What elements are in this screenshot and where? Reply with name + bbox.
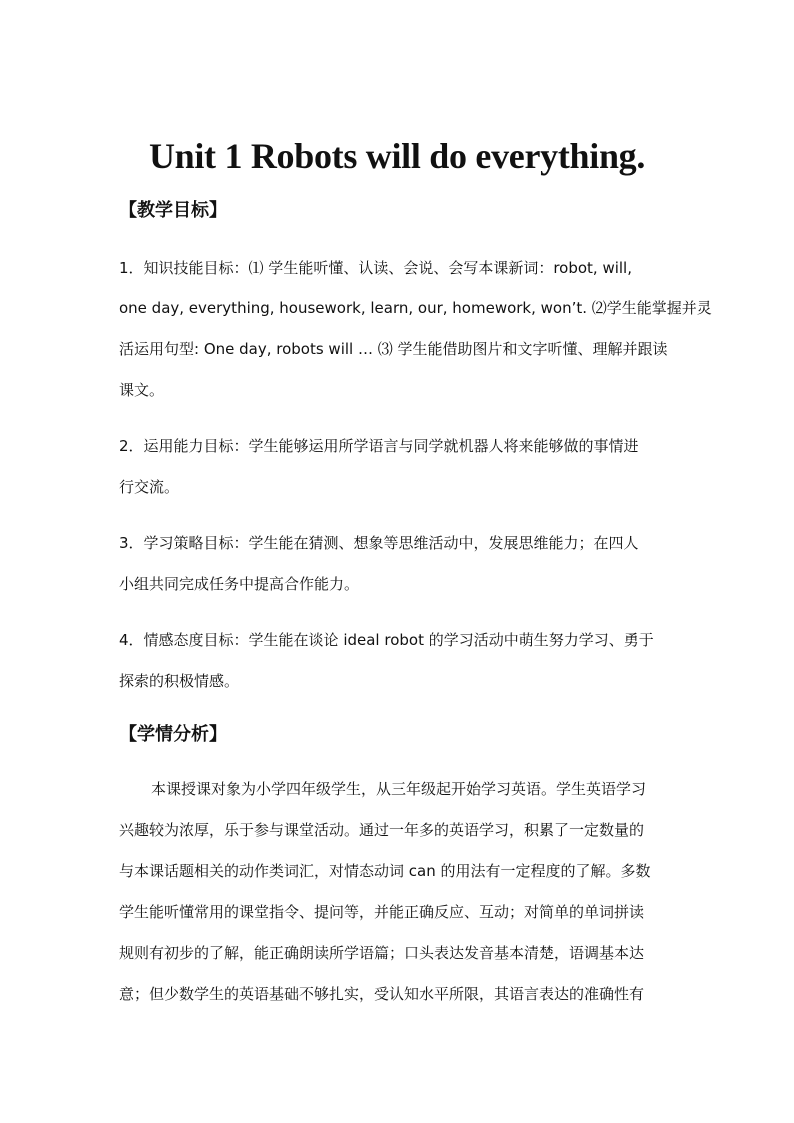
goal-4-line-1: 4．情感态度目标：学生能在谈论 ideal robot 的学习活动中萌生努力学习、勇于 — [119, 631, 654, 649]
goal-1-line-1: 1．知识技能目标：⑴ 学生能听懂、认读、会说、会写本课新词：robot, will, — [119, 259, 632, 277]
analysis-line-4: 学生能听懂常用的课堂指令、提问等，并能正确反应、互动；对简单的单词拼读 — [119, 903, 645, 921]
goal-3-line-2: 小组共同完成任务中提高合作能力。 — [119, 575, 360, 593]
goal-1-line-2: one day, everything, housework, learn, our, homework, won’t. ⑵学生能掌握并灵 — [119, 299, 712, 317]
goal-1-line-4: 课文。 — [119, 381, 165, 399]
goal-1-line-3: 活运用句型: One day, robots will … ⑶ 学生能借助图片和文字听懂、理解并跟读 — [119, 340, 668, 358]
section-heading-student-analysis: 【学情分析】 — [119, 724, 227, 745]
goal-2-line-1: 2．运用能力目标：学生能够运用所学语言与同学就机器人将来能够做的事情进 — [119, 437, 639, 455]
analysis-line-2: 兴趣较为浓厚，乐于参与课堂活动。通过一年多的英语学习，积累了一定数量的 — [119, 821, 645, 839]
goal-3-line-1: 3．学习策略目标：学生能在猜测、想象等思维活动中，发展思维能力；在四人 — [119, 534, 639, 552]
analysis-line-6: 意；但少数学生的英语基础不够扎实，受认知水平所限，其语言表达的准确性有 — [119, 985, 645, 1003]
goal-2-line-2: 行交流。 — [119, 478, 180, 496]
goal-4-line-2: 探索的积极情感。 — [119, 672, 240, 690]
analysis-line-3: 与本课话题相关的动作类词汇，对情态动词 can 的用法有一定程度的了解。多数 — [119, 862, 651, 880]
analysis-line-5: 规则有初步的了解，能正确朗读所学语篇；口头表达发音基本清楚，语调基本达 — [119, 944, 645, 962]
section-heading-teaching-goals: 【教学目标】 — [119, 200, 227, 221]
analysis-line-1: 本课授课对象为小学四年级学生，从三年级起开始学习英语。学生英语学习 — [151, 780, 647, 798]
document-title: Unit 1 Robots will do everything. — [148, 136, 646, 176]
